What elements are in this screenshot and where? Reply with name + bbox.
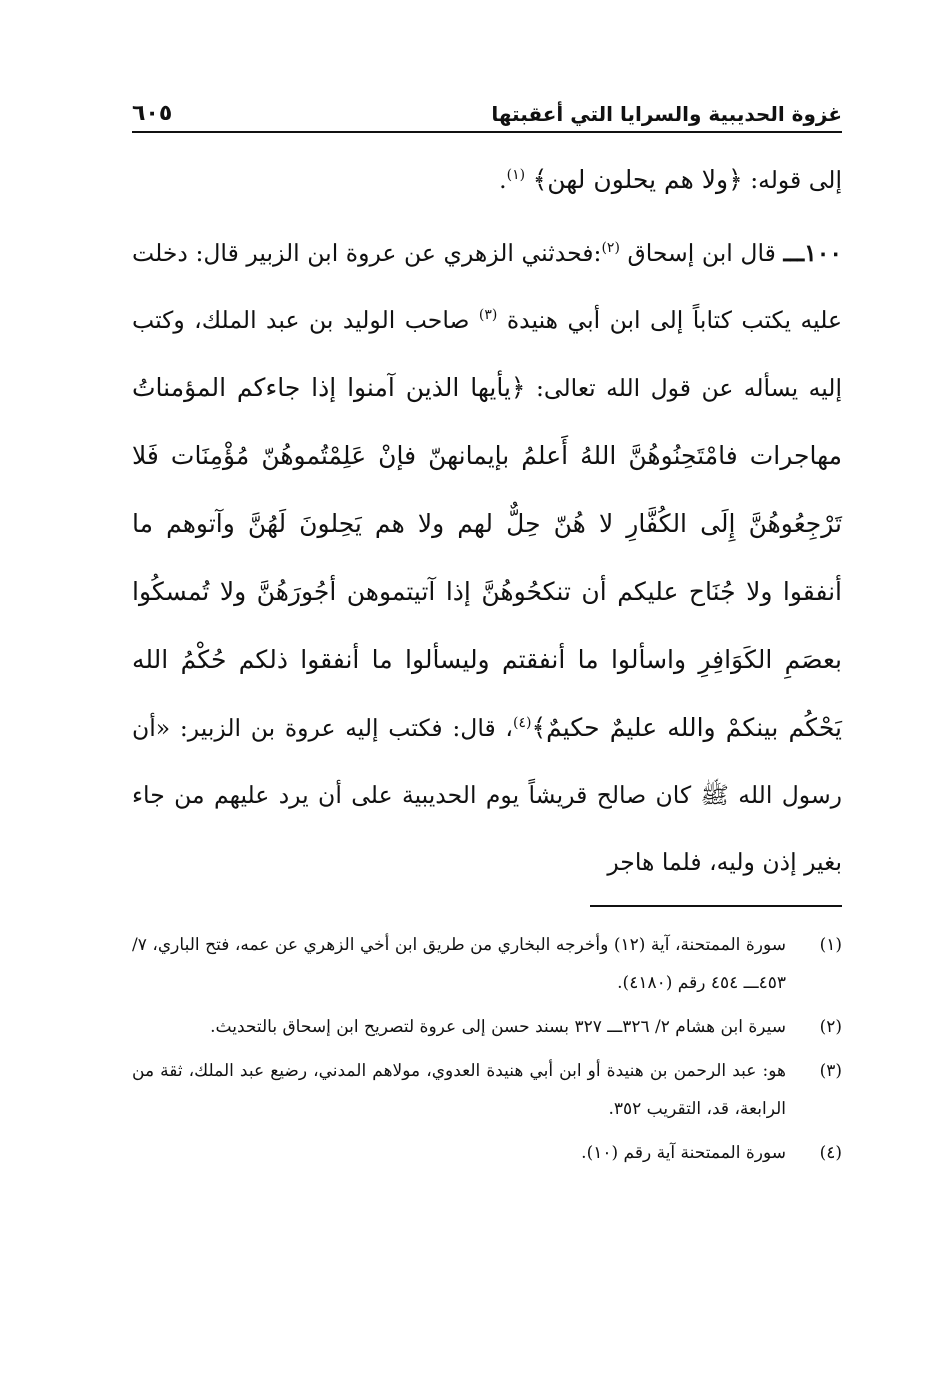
footnote-number: (١) xyxy=(819,935,842,955)
footnote-text: سورة الممتحنة، آية (١٢) وأخرجه البخاري من طريق ابن أخي الزهري عن عمه، فتح الباري، ٧/ ٤٥٣ـــ ٤٥٤ رقم (٤١٨٠). xyxy=(132,935,786,993)
footnote-item xyxy=(132,1008,842,1046)
hadith-paragraph xyxy=(132,220,842,896)
footnote-item xyxy=(132,926,842,1002)
para-text-3: صاحب الوليد بن عبد الملك، وكتب إليه يسأله عن قول الله تعالى: xyxy=(132,306,842,402)
footnotes xyxy=(132,926,842,1178)
footnote-number: (٢) xyxy=(819,1017,842,1037)
hadith-number: ١٠٠ـــ xyxy=(783,239,843,267)
footnote-ref-2: (٢) xyxy=(601,240,620,257)
footnote-divider xyxy=(590,905,842,907)
running-title: غزوة الحديبية والسرايا التي أعقبتها xyxy=(491,102,842,126)
footnote-text: سيرة ابن هشام ٢/ ٣٢٦ـــ ٣٢٧ بسند حسن إلى عروة لتصريح ابن إسحاق بالتحديث. xyxy=(210,1017,786,1037)
footnote-text: سورة الممتحنة آية رقم (١٠). xyxy=(581,1143,786,1163)
footnote-ref-3: (٣) xyxy=(478,307,498,324)
para-text-1: قال ابن إسحاق xyxy=(619,239,784,267)
footnote-ref-4: (٤) xyxy=(513,715,532,732)
footnote-item xyxy=(132,1052,842,1128)
quran-quote: ﴿يأيها الذين آمنوا إذا جاءكم المؤمناتُ مهاجرات فامْتَحِنُوهُنَّ اللهُ أَعلمُ بإيمانهنّ فإنْ عَلِمْتُموهُنّ مُؤْمِنَات فَلا تَرْجِعُوهُنَّ إِلَى الكُفَّارِ لا هُنّ حِلٌّ لهم ولا هم يَحِلونَ لَهُنَّ وآتوهم ما أنفقوا ولا جُنَاح عليكم أن تنكحُوهُنَّ إذا آتيتموهن أجُورَهُنَّ ولا تُمسكُوا بعصَمِ الكَوَافِرِ واسألوا ما أنفقتم وليسألوا ما أنفقوا ذلكم حُكْمُ الله يَحْكُم بينكمْ والله عليمٌ حكيمٌ﴾ xyxy=(132,373,842,742)
footnote-number: (٤) xyxy=(819,1143,842,1163)
intro-suffix: . xyxy=(499,166,507,194)
page-number: ٦٠٥ xyxy=(132,101,173,126)
footnote-text: هو: عبد الرحمن بن هنيدة أو ابن أبي هنيدة العدوي، مولاهم المدني، رضيع عبد الملك، ثقة من الرابعة، قد، التقريب ٣٥٢. xyxy=(132,1061,786,1119)
footnote-number: (٣) xyxy=(819,1061,842,1081)
quran-quote-short: ﴿ولا هم يحلون لهن﴾ xyxy=(532,165,743,194)
para-text-2: :فحدثني الزهري عن عروة ابن الزبير قال: دخلت عليه يكتب كتاباً إلى ابن أبي هنيدة xyxy=(132,239,842,334)
para-text-4: ، قال: فكتب إليه عروة بن الزبير: «أن رسول الله ﷺ كان صالح قريشاً يوم الحديبية على أن يرد عليهم من جاء بغير إذن وليه، فلما هاجر xyxy=(132,714,842,876)
intro-line xyxy=(132,146,842,214)
intro-prefix: إلى قوله: xyxy=(742,166,842,194)
footnote-item xyxy=(132,1134,842,1172)
running-header xyxy=(132,92,842,126)
header-divider xyxy=(132,131,842,133)
main-text xyxy=(132,146,842,896)
footnote-ref-1: (١) xyxy=(506,167,526,184)
